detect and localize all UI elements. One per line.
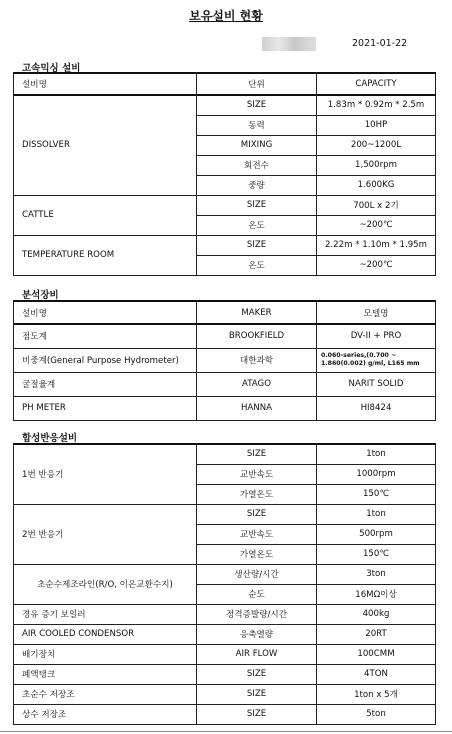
equipment-name: TEMPERATURE ROOM bbox=[14, 235, 197, 275]
analysis-equipment-table bbox=[13, 300, 436, 421]
value-cell: 150℃ bbox=[317, 544, 436, 564]
header-cell: 단위 bbox=[197, 73, 317, 95]
unit-cell: 생산량/시간 bbox=[197, 564, 317, 584]
synthesis-equipment-table bbox=[13, 443, 436, 725]
value-cell: 3ton bbox=[317, 564, 436, 584]
header-cell: 설비명 bbox=[14, 301, 197, 324]
value-cell: 1ton x 5개 bbox=[317, 684, 436, 704]
unit-cell: 순도 bbox=[197, 584, 317, 604]
unit-cell: 교반속도 bbox=[197, 464, 317, 484]
value-cell: 4TON bbox=[317, 664, 436, 684]
equipment-name: 상수 저장조 bbox=[14, 704, 197, 724]
value-cell: 100CMM bbox=[317, 644, 436, 664]
mixing-equipment-table bbox=[13, 72, 436, 276]
model-cell: NARIT SOLID bbox=[317, 372, 436, 396]
equipment-name: DISSOLVER bbox=[14, 95, 197, 195]
table-row bbox=[14, 444, 436, 464]
value-cell: 20RT bbox=[317, 624, 436, 644]
unit-cell: 응축열량 bbox=[197, 624, 317, 644]
value-cell: 1.83m * 0.92m * 2.5m bbox=[317, 95, 436, 115]
table-row bbox=[14, 235, 436, 255]
table-row bbox=[14, 372, 436, 396]
instrument-name: 비중계(General Purpose Hydrometer) bbox=[14, 348, 197, 372]
equipment-name: 배기장치 bbox=[14, 644, 197, 664]
page-bottom-rule bbox=[0, 731, 452, 732]
equipment-name: AIR COOLED CONDENSOR bbox=[14, 624, 197, 644]
value-cell: 400kg bbox=[317, 604, 436, 624]
unit-cell: SIZE bbox=[197, 704, 317, 724]
header-cell: MAKER bbox=[197, 301, 317, 324]
value-cell: 500rpm bbox=[317, 524, 436, 544]
document-title: 보유설비 현황 bbox=[189, 9, 263, 23]
unit-cell: AIR FLOW bbox=[197, 644, 317, 664]
unit-cell: SIZE bbox=[197, 504, 317, 524]
value-cell: 200~1200L bbox=[317, 135, 436, 155]
maker-cell: BROOKFIELD bbox=[197, 324, 317, 348]
equipment-name: CATTLE bbox=[14, 195, 197, 235]
table-row bbox=[14, 324, 436, 348]
value-cell: 2.22m * 1.10m * 1.95m bbox=[317, 235, 436, 255]
value-cell: ~200℃ bbox=[317, 255, 436, 275]
value-cell: 150℃ bbox=[317, 484, 436, 504]
instrument-name: 굴절율계 bbox=[14, 372, 197, 396]
table-row bbox=[14, 684, 436, 704]
unit-cell: 가열온도 bbox=[197, 484, 317, 504]
header-cell: CAPACITY bbox=[317, 73, 436, 95]
unit-cell: SIZE bbox=[197, 95, 317, 115]
value-cell: 1.600KG bbox=[317, 175, 436, 195]
value-cell: ~200℃ bbox=[317, 215, 436, 235]
equipment-name: 초순수 저장조 bbox=[14, 684, 197, 704]
header-cell: 설비명 bbox=[14, 73, 197, 95]
maker-cell: 대한과학 bbox=[197, 348, 317, 372]
table-header-row bbox=[14, 73, 436, 95]
table-row bbox=[14, 604, 436, 624]
section-title-synthesis: 합성반응설비 bbox=[22, 433, 78, 444]
table-row bbox=[14, 348, 436, 372]
equipment-name: 폐액탱크 bbox=[14, 664, 197, 684]
table-header-row bbox=[14, 301, 436, 324]
header-cell: 모델명 bbox=[317, 301, 436, 324]
model-cell: 0.060-series,(0.700 ~ 1.860(0.002) g/ml, L165 mm bbox=[317, 348, 436, 372]
unit-cell: 교반속도 bbox=[197, 524, 317, 544]
unit-cell: 동력 bbox=[197, 115, 317, 135]
value-cell: 16MΩ이상 bbox=[317, 584, 436, 604]
section-title-analysis: 분석장비 bbox=[22, 290, 59, 301]
unit-cell: 회전수 bbox=[197, 155, 317, 175]
table-row bbox=[14, 704, 436, 724]
table-row bbox=[14, 664, 436, 684]
value-cell: 5ton bbox=[317, 704, 436, 724]
value-cell: 1ton bbox=[317, 504, 436, 524]
section-title-mixing: 고속믹싱 설비 bbox=[22, 63, 81, 74]
value-cell: 10HP bbox=[317, 115, 436, 135]
equipment-name: 경유 증기 보일러 bbox=[14, 604, 197, 624]
unit-cell: SIZE bbox=[197, 684, 317, 704]
table-row bbox=[14, 504, 436, 524]
instrument-name: PH METER bbox=[14, 396, 197, 420]
value-cell: 700L x 2기 bbox=[317, 195, 436, 215]
equipment-name: 초순수제조라인(R/O, 이온교환수지) bbox=[14, 564, 197, 604]
value-cell: 1000rpm bbox=[317, 464, 436, 484]
unit-cell: 정격증발량/시간 bbox=[197, 604, 317, 624]
value-cell: 1ton bbox=[317, 444, 436, 464]
equipment-name: 2번 반응기 bbox=[14, 504, 197, 564]
instrument-name: 점도계 bbox=[14, 324, 197, 348]
unit-cell: 중량 bbox=[197, 175, 317, 195]
unit-cell: 온도 bbox=[197, 255, 317, 275]
model-cell: HI8424 bbox=[317, 396, 436, 420]
table-row bbox=[14, 396, 436, 420]
value-cell: 1,500rpm bbox=[317, 155, 436, 175]
table-row bbox=[14, 624, 436, 644]
unit-cell: 온도 bbox=[197, 215, 317, 235]
maker-cell: HANNA bbox=[197, 396, 317, 420]
equipment-name: 1번 반응기 bbox=[14, 444, 197, 504]
unit-cell: SIZE bbox=[197, 235, 317, 255]
unit-cell: SIZE bbox=[197, 444, 317, 464]
unit-cell: SIZE bbox=[197, 195, 317, 215]
document-date: 2021-01-22 bbox=[352, 38, 408, 49]
table-row bbox=[14, 644, 436, 664]
model-cell: DV-II + PRO bbox=[317, 324, 436, 348]
unit-cell: MIXING bbox=[197, 135, 317, 155]
unit-cell: 가열온도 bbox=[197, 544, 317, 564]
table-row bbox=[14, 564, 436, 584]
table-row bbox=[14, 95, 436, 115]
unit-cell: SIZE bbox=[197, 664, 317, 684]
table-row bbox=[14, 195, 436, 215]
maker-cell: ATAGO bbox=[197, 372, 317, 396]
redacted-block bbox=[262, 37, 316, 51]
